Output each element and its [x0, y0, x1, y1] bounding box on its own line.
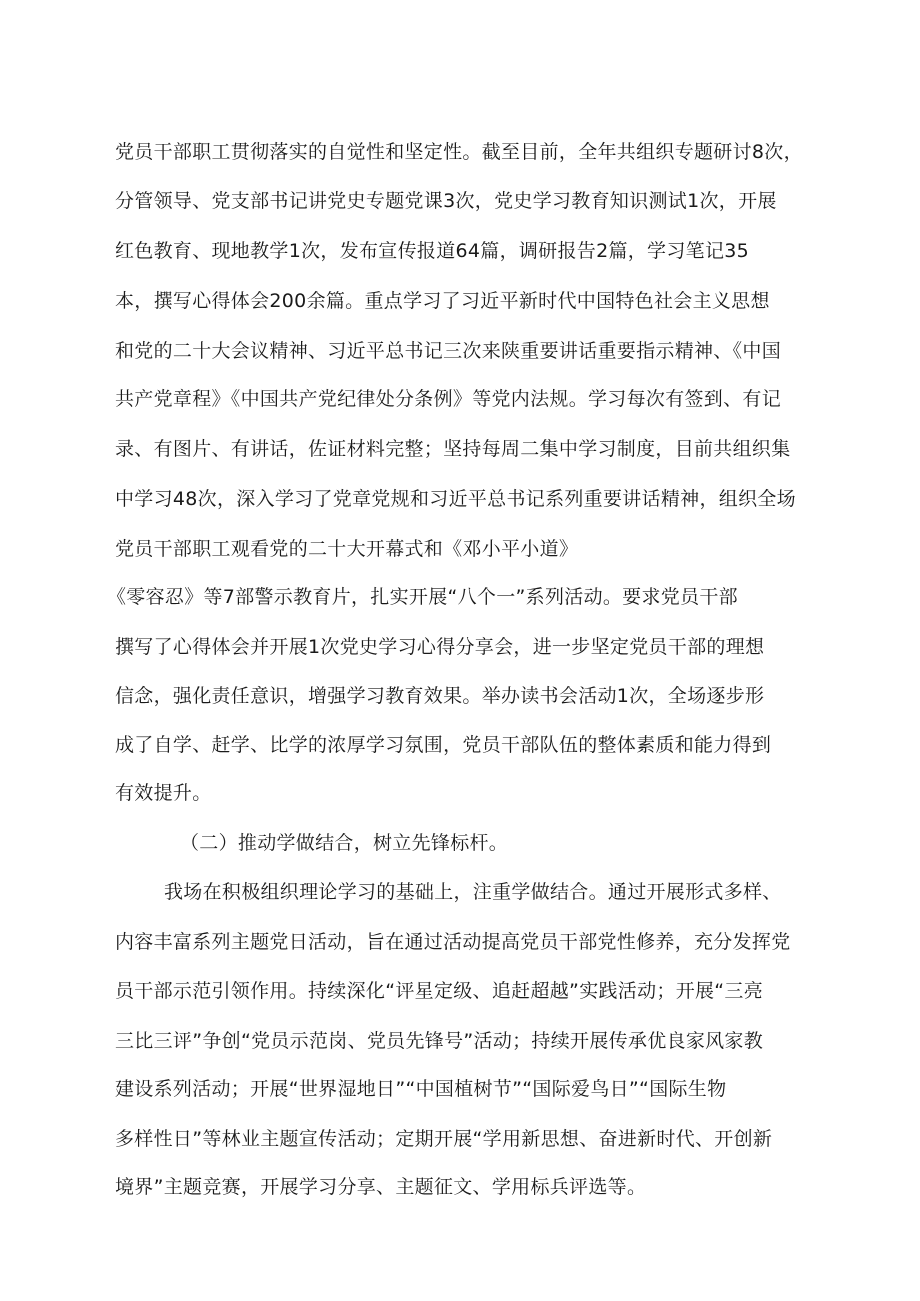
text-line-8: 中学习48次，深入学习了党章党规和习近平总书记系列重要讲话精神，组织全场: [115, 488, 796, 510]
section-heading: （二）推动学做结合，树立先锋标杆。: [180, 832, 509, 854]
text-line-19: 三比三评”争创“党员示范岗、党员先锋号”活动；持续开展传承优良家风家教: [115, 1030, 764, 1052]
text-line-11: 撰写了心得体会并开展1次党史学习心得分享会，进一步坚定党员干部的理想: [115, 636, 765, 658]
text-line-6: 共产党章程》《中国共产党纪律处分条例》等党内法规。学习每次有签到、有记: [115, 388, 782, 410]
text-line-12: 信念，强化责任意识，增强学习教育效果。举办读书会活动1次，全场逐步形: [115, 685, 765, 707]
text-line-3: 红色教育、现地教学1次，发布宣传报道64篇，调研报告2篇，学习笔记35: [115, 240, 750, 262]
text-line-4: 本，撰写心得体会200余篇。重点学习了习近平新时代中国特色社会主义思想: [115, 290, 770, 312]
text-line-1: 党员干部职工贯彻落实的自觉性和坚定性。截至目前，全年共组织专题研讨8次，: [115, 141, 803, 163]
text-line-9: 党员干部职工观看党的二十大开幕式和《邓小平小道》: [115, 538, 579, 560]
text-line-16: 我场在积极组织理论学习的基础上，注重学做结合。通过开展形式多样、: [164, 881, 782, 903]
text-line-2: 分管领导、党支部书记讲党史专题党课3次，党史学习教育知识测试1次，开展: [115, 190, 777, 212]
text-line-10: 《零容忍》等7部警示教育片，扎实开展“八个一”系列活动。要求党员干部: [107, 586, 738, 608]
text-line-7: 录、有图片、有讲话，佐证材料完整；坚持每周二集中学习制度，目前共组织集: [115, 438, 791, 460]
text-line-13: 成了自学、赶学、比学的浓厚学习氛围，党员干部队伍的整体素质和能力得到: [115, 734, 772, 756]
text-line-22: 境界”主题竞赛，开展学习分享、主题征文、学用标兵评选等。: [115, 1176, 647, 1198]
text-line-21: 多样性日”等林业主题宣传活动；定期开展“学用新思想、奋进新时代、开创新: [115, 1128, 773, 1150]
text-line-18: 员干部示范引领作用。持续深化“评星定级、追赶超越”实践活动；开展“三亮: [115, 980, 764, 1002]
text-line-14: 有效提升。: [115, 782, 212, 804]
text-line-5: 和党的二十大会议精神、习近平总书记三次来陕重要讲话重要指示精神、《中国: [115, 340, 782, 362]
text-line-17: 内容丰富系列主题党日活动，旨在通过活动提高党员干部党性修养，充分发挥党: [115, 931, 791, 953]
text-line-20: 建设系列活动；开展“世界湿地日”“中国植树节”“国际爱鸟日”“国际生物: [115, 1078, 727, 1100]
